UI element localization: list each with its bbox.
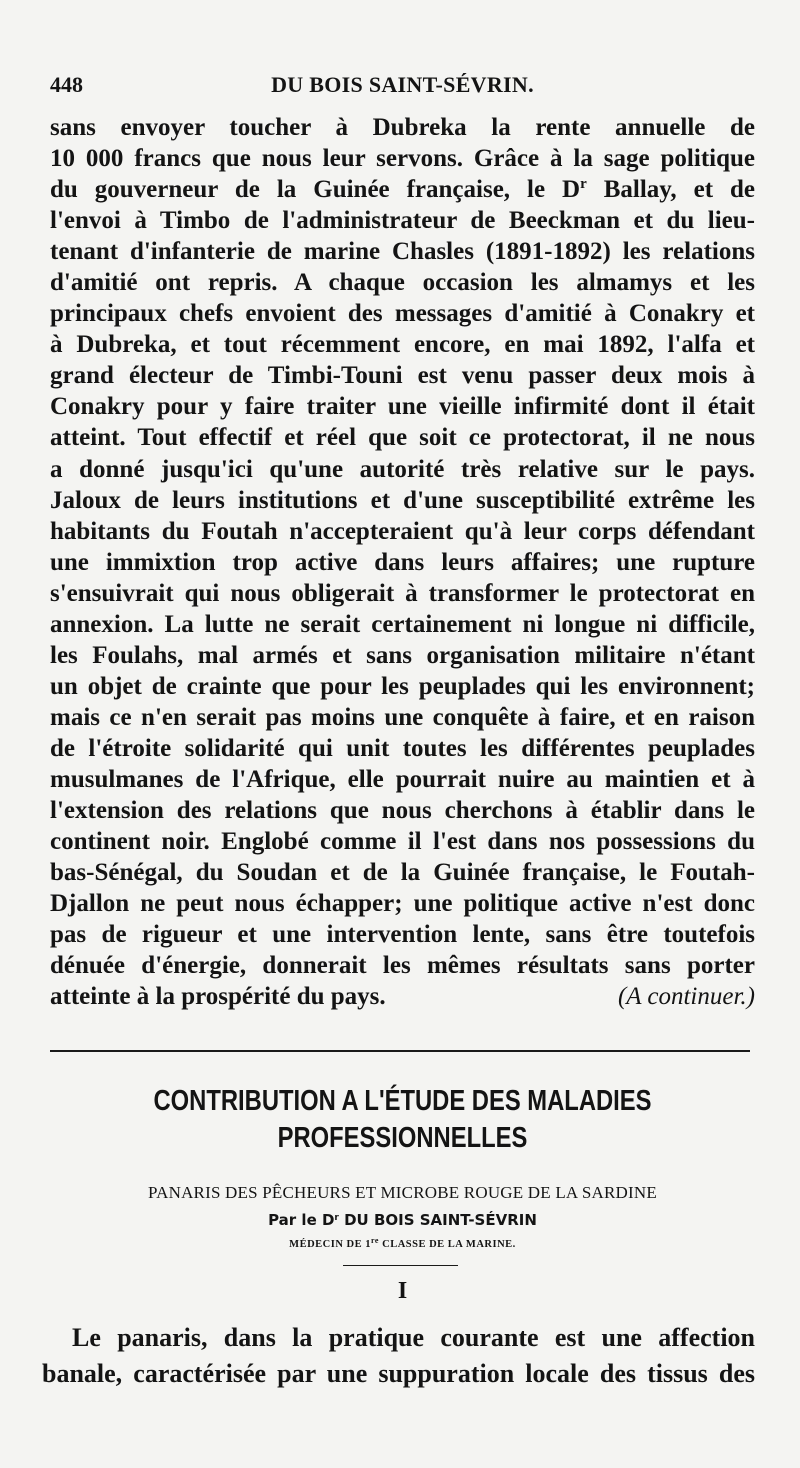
- article-author: [50, 1211, 755, 1229]
- text-line: continent noir. Englobé comme il l'est dans nos possessions du: [50, 828, 755, 856]
- text-line: Jaloux de leurs institutions et d'une susceptibilité extrême les: [50, 486, 755, 514]
- text-line: une immixtion trop active dans leurs affaires; une rupture: [50, 548, 755, 576]
- text-fragment: atteinte à la prospérité du pays.: [50, 983, 386, 1011]
- text-line: à Dubreka, et tout récemment encore, en mai 1892, l'alfa et: [50, 331, 755, 359]
- text-line: grand électeur de Timbi-Touni est venu passer deux mois à: [50, 362, 755, 390]
- page-number: 448: [50, 72, 83, 97]
- affiliation-prefix: MÉDECIN DE 1: [289, 1239, 372, 1250]
- superscript: r: [580, 176, 587, 193]
- text-line: banale, caractérisée par une suppuration locale des tissus des: [42, 1359, 755, 1388]
- text-fragment: Ballay, et de: [586, 176, 756, 204]
- text-line: annexion. La lutte ne serait certainement ni longue ni difficile,: [50, 610, 755, 638]
- text-line: s'ensuivrait qui nous obligerait à transformer le protectorat en: [50, 579, 755, 607]
- article-body: [42, 1320, 755, 1392]
- text-line: d'amitié ont repris. A chaque occasion les almamys et les: [50, 269, 755, 297]
- text-line: mais ce n'en serait pas moins une conquête à faire, et en raison: [50, 703, 755, 731]
- author-name: DU BOIS SAINT-SÉVRIN: [338, 1211, 537, 1229]
- text-line: Conakry pour y faire traiter une vieille infirmité dont il était: [50, 393, 755, 421]
- text-line: de l'étroite solidarité qui unit toutes les différentes peuplades: [50, 734, 755, 762]
- text-line: tenant d'infanterie de marine Chasles (1891-1892) les relations: [50, 238, 755, 266]
- section-number: I: [397, 1278, 408, 1304]
- text-line: un objet de crainte que pour les peuplades qui les environnent;: [50, 672, 755, 700]
- short-divider: [343, 1265, 458, 1266]
- continued-paragraph: [50, 112, 755, 1012]
- text-line: atteint. Tout effectif et réel que soit ce protectorat, il ne nous: [50, 424, 755, 452]
- article-subtitle: PANARIS DES PÊCHEURS ET MICROBE ROUGE DE LA SARDINE: [148, 1183, 657, 1202]
- text-line: les Foulahs, mal armés et sans organisation militaire n'étant: [50, 641, 755, 669]
- running-title: DU BOIS SAINT-SÉVRIN.: [271, 72, 534, 97]
- text-line: dénuée d'énergie, donnerait les mêmes résultats sans porter: [50, 952, 755, 980]
- text-line: pas de rigueur et une intervention lente, sans être toutefois: [50, 921, 755, 949]
- superscript: re: [371, 1236, 379, 1245]
- text-line: [50, 174, 755, 205]
- text-line: [50, 981, 755, 1012]
- author-prefix: Par le D: [268, 1211, 335, 1229]
- text-line: sans envoyer toucher à Dubreka la rente annuelle de: [50, 114, 755, 141]
- text-line: 10 000 francs que nous leur servons. Grâce à la sage politique: [50, 145, 755, 173]
- affiliation-suffix: CLASSE DE LA MARINE.: [378, 1239, 516, 1250]
- to-be-continued-note: (A continuer.): [617, 983, 755, 1011]
- text-line: l'envoi à Timbo de l'administrateur de Beeckman et du lieu-: [50, 207, 755, 235]
- article-title-line-1: CONTRIBUTION A L'ÉTUDE DES MALADIES: [153, 1085, 652, 1117]
- text-line: musulmanes de l'Afrique, elle pourrait nuire au maintien et à: [50, 765, 755, 793]
- text-line: Djallon ne peut nous échapper; une politique active n'est donc: [50, 890, 755, 918]
- text-line: principaux chefs envoient des messages d'amitié à Conakry et: [50, 300, 755, 328]
- text-line: Le panaris, dans la pratique courante est une affection: [72, 1323, 755, 1352]
- text-line: l'extension des relations que nous cherchons à établir dans le: [50, 797, 755, 825]
- text-line: bas-Sénégal, du Soudan et de la Guinée française, le Foutah-: [50, 859, 755, 887]
- text-fragment: du gouverneur de la Guinée française, le D: [50, 176, 581, 204]
- text-line: a donné jusqu'ici qu'une autorité très relative sur le pays.: [50, 455, 755, 483]
- superscript: r: [334, 1213, 339, 1223]
- page-header: [50, 72, 755, 104]
- author-affiliation: [50, 1236, 755, 1250]
- section-divider: [50, 1050, 750, 1052]
- text-line: habitants du Foutah n'accepteraient qu'à leur corps défendant: [50, 517, 755, 545]
- article-title-line-2: PROFESSIONNELLES: [277, 1122, 528, 1154]
